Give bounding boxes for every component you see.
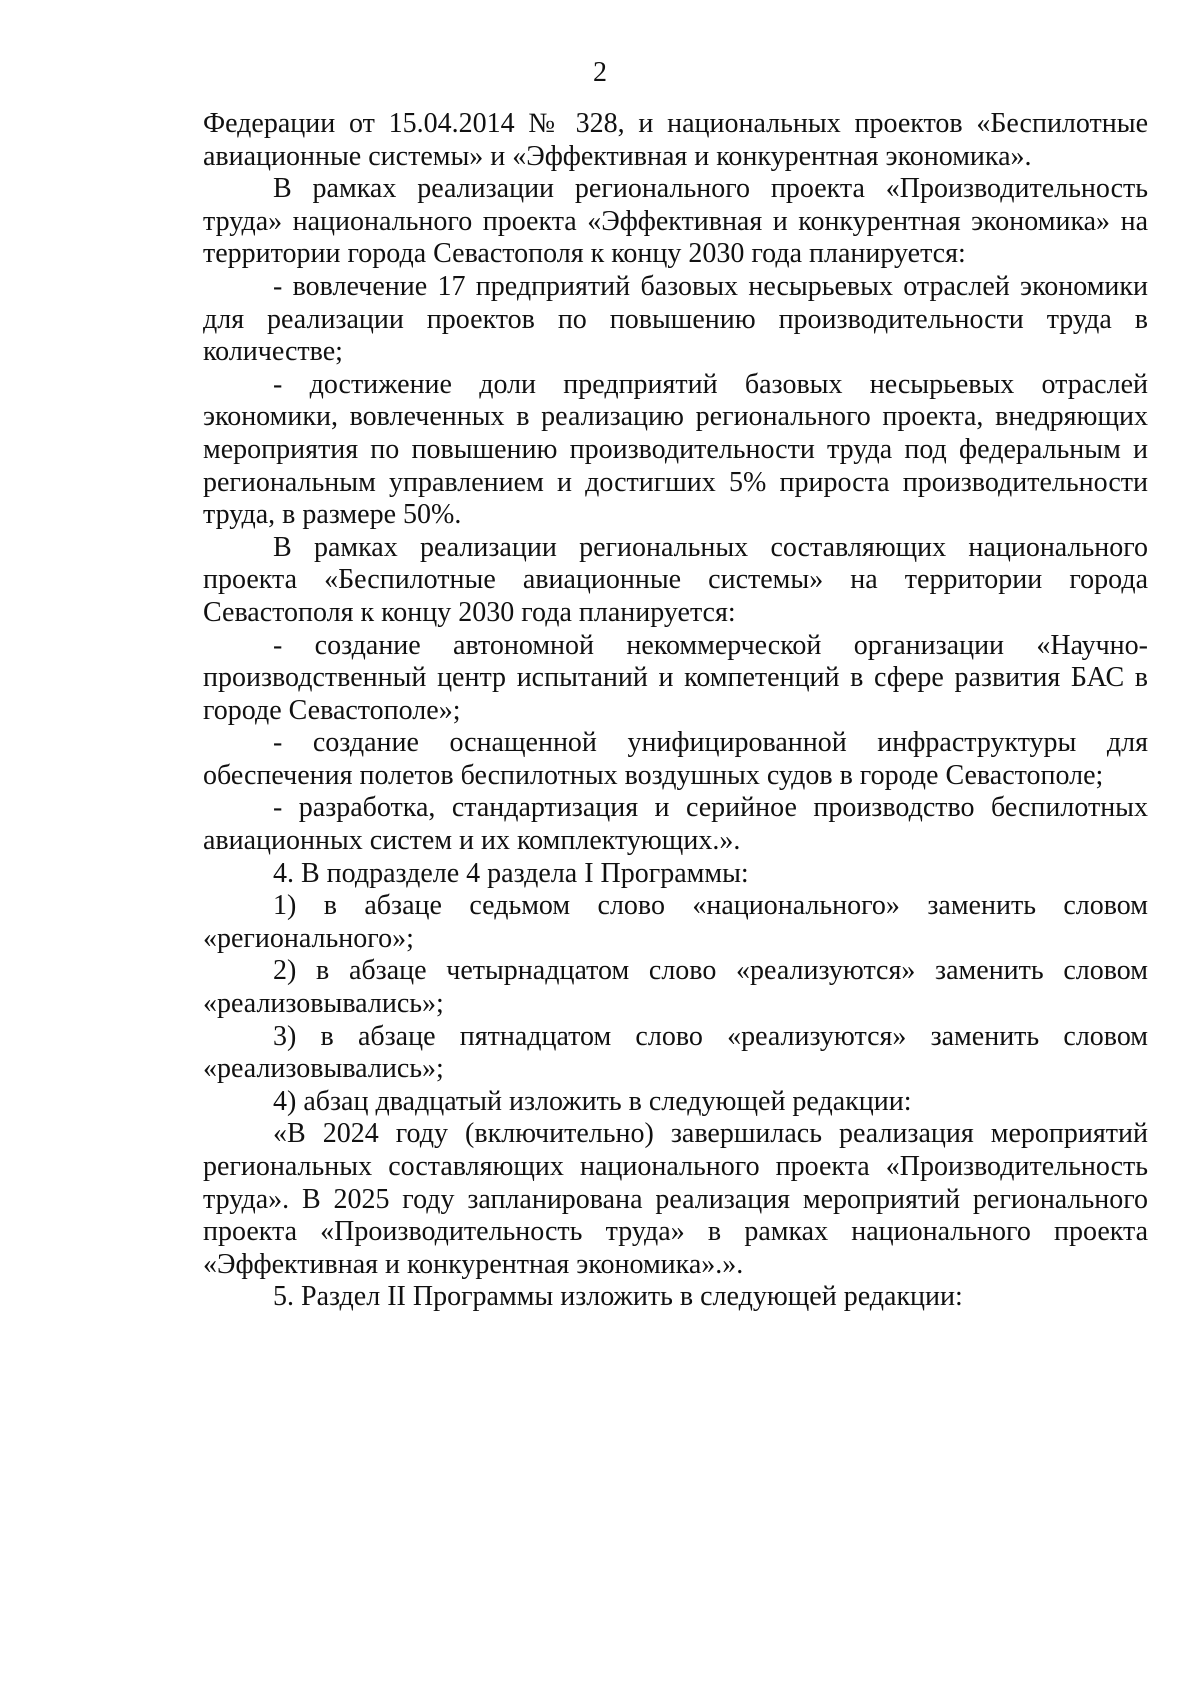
list-item-ano-creation: - создание автономной некоммерческой организации «Научно-производственный центр испытаний и компетенций в сфере развития БАС в городе Севастополе»; bbox=[203, 629, 1148, 726]
paragraph-section-4: 4. В подразделе 4 раздела I Программы: bbox=[273, 857, 749, 889]
list-item-amendment-3: 3) в абзаце пятнадцатом слово «реализуются» заменить словом «реализовывались»; bbox=[203, 1020, 1148, 1085]
paragraph-uas-project: В рамках реализации региональных составляющих национального проекта «Беспилотные авиационные системы» на территории города Севастополя к концу 2030 года планируется: bbox=[203, 531, 1148, 628]
paragraph-section-ii: 5. Раздел II Программы изложить в следующей редакции: bbox=[273, 1281, 963, 1313]
page-number: 2 bbox=[593, 57, 607, 88]
paragraph-productivity-project: В рамках реализации регионального проекта «Производительность труда» национального проекта «Эффективная и конкурентная экономика» на территории города Севастополя к концу 2030 года планируется: bbox=[203, 173, 1148, 270]
list-item-amendment-1: 1) в абзаце седьмом слово «национального» заменить словом «регионального»; bbox=[203, 890, 1148, 954]
list-item-uas-production: - разработка, стандартизация и серийное производство беспилотных авиационных систем и их комплектующих.». bbox=[203, 792, 1148, 857]
document-body bbox=[203, 108, 1148, 1314]
paragraph-new-wording: «В 2024 году (включительно) завершилась реализация мероприятий региональных составляющих национального проекта «Производительность труда». В 2025 году запланирована реализация мероприятий регионального проекта «Производительность труда» в рамках национального проекта «Эффективная и конкурентная экономика».». bbox=[203, 1118, 1148, 1280]
paragraph-intro-continuation: Федерации от 15.04.2014 № 328, и национальных проектов «Беспилотные авиационные системы» и «Эффективная и конкурентная экономика». bbox=[203, 108, 1148, 172]
list-item-amendment-2: 2) в абзаце четырнадцатом слово «реализуются» заменить словом «реализовывались»; bbox=[203, 955, 1148, 1020]
list-item-enterprises-share: - достижение доли предприятий базовых несырьевых отраслей экономики, вовлеченных в реализацию регионального проекта, внедряющих мероприятия по повышению производительности труда под федеральным и региональным управлением и достигших 5% прироста производительности труда, в размере 50%. bbox=[203, 368, 1148, 531]
list-item-amendment-4: 4) абзац двадцатый изложить в следующей редакции: bbox=[273, 1085, 912, 1117]
list-item-infrastructure: - создание оснащенной унифицированной инфраструктуры для обеспечения полетов беспилотных воздушных судов в городе Севастополе; bbox=[203, 727, 1148, 791]
list-item-enterprises-involvement: - вовлечение 17 предприятий базовых несырьевых отраслей экономики для реализации проектов по повышению производительности труда в количестве; bbox=[203, 270, 1148, 368]
